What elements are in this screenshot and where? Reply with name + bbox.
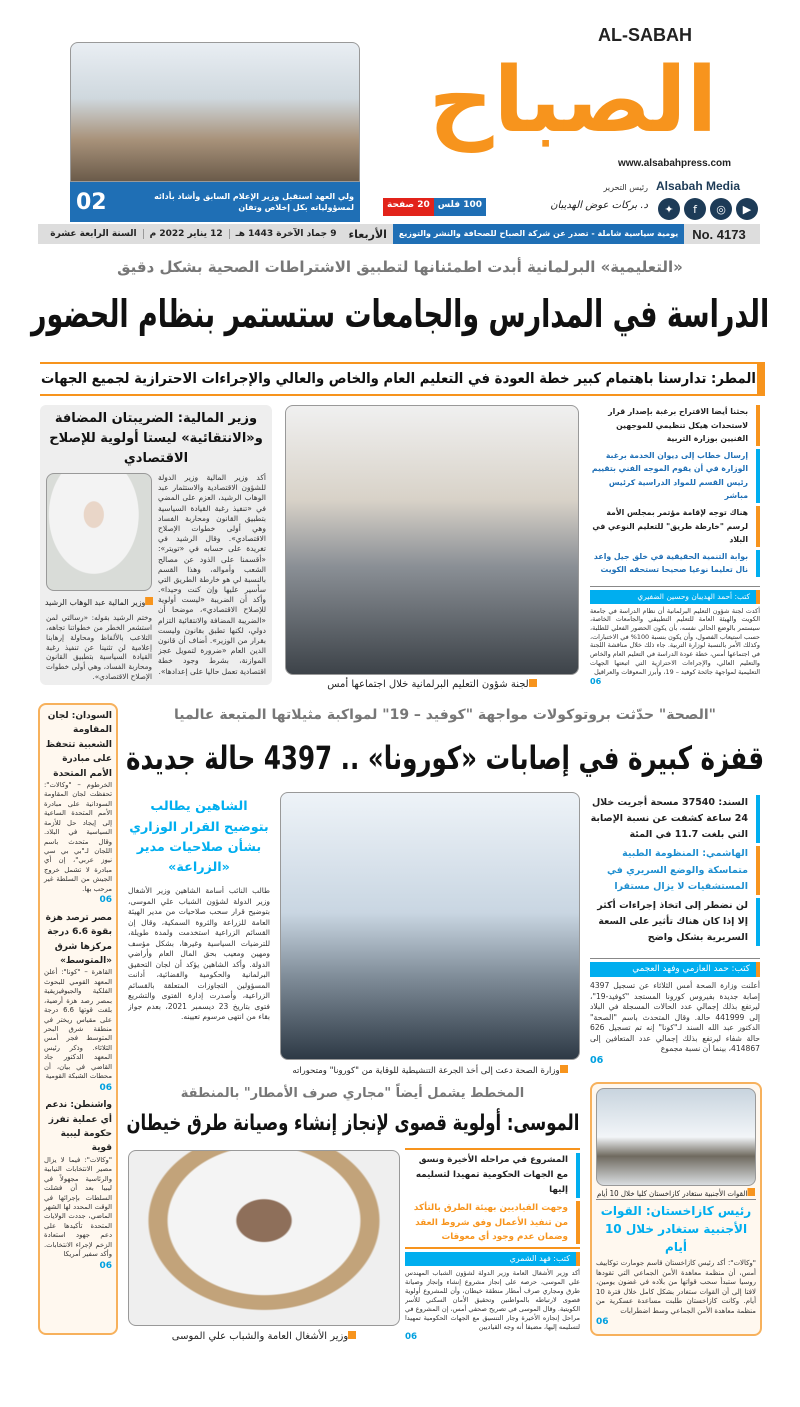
roads-body: أكد وزير الأشغال العامة وزير الدولة لشؤون الشباب المهندس علي الموسى، حرصه على إنجاز مشروع إنشاء وإنجاز وصيانة طرق ومجاري صرف أمطار منطقة خيطان، وأن للمشروع أولوية قصوى لارتباطه بالمواطنين وتحقيق الأمان السكني للأسر الكويتية. وقال الموسى في تصريح صحفي أمس، إن المشروع في مراحل إنجازه الأخيرة وجار التنسيق مع الجهات الحكومية تمهيدا لتسليمه إليها، مضيفا أنه وجه القياديين — [405, 1269, 580, 1332]
news-sidebar — [38, 703, 118, 1335]
sidebar-body: القاهرة – "كونا": أعلن المعهد القومي للبحوث الفلكية والجيوفيزيقية بمصر رصد هزة أرضية، بلغت قوتها 6.6 درجة على مقياس ريختر في منطقة شرق البحر المتوسط فجر أمس الثلاثاء. وذكر رئيس المعهد الدكتور جاد القاضي في بيان، أن محطات الشبكة القومية — [44, 968, 113, 1081]
roads-headline-wrap — [125, 1104, 580, 1144]
caption-text: وزير الأشغال العامة والشباب علي الموسى — [171, 1330, 349, 1342]
agri-body-box — [128, 886, 270, 1076]
caption-marker-icon — [348, 1331, 356, 1339]
finance-photo-caption-wrap — [44, 595, 154, 609]
corona-text-box — [590, 958, 760, 1076]
caption-marker-icon — [560, 1065, 568, 1073]
day: الأربعاء — [348, 227, 387, 241]
roads-headline[interactable]: الموسى: أولوية قصوى لإنجاز إنشاء وصيانة طرق خيطان — [126, 1111, 579, 1136]
logo-en: AL-SABAH — [598, 25, 692, 45]
hijri-date: 9 جماد الآخرة 1443 هـ — [229, 229, 343, 239]
logo-ar-wrap — [378, 50, 768, 152]
corona-bullets — [590, 795, 760, 955]
sidebar-page-link[interactable]: 06 — [99, 895, 112, 906]
editor-signature: د. بركات عوض الهديبان — [550, 200, 648, 211]
tagline: يومية سياسية شاملة - تصدر عن شركة الصباح للصحافة والنشر والتوزيع — [393, 224, 684, 244]
lead-bullet: هناك توجه لإقامة مؤتمر بمجلس الأمة لرسم "خارطة طريق" للتعليم النوعي في البلاد — [590, 506, 760, 547]
facebook-icon[interactable]: f — [684, 198, 706, 220]
corona-photo — [280, 792, 580, 1060]
kazakh-text-box — [596, 1202, 756, 1330]
caption-text: القوات الأجنبية ستغادر كازاخستان كليا خلال 10 أيام — [597, 1188, 748, 1198]
lead-kicker-wrap — [40, 256, 760, 278]
kazakh-page-link[interactable]: 06 — [596, 1316, 609, 1327]
kazakh-body: "وكالات": أكد رئيس كازاخستان قاسم جومارت توكاييف أمس، أن منظمة معاهدة الأمن الجماعي التي تقودها روسيا ستبدأ سحب قواتها من بلاده في غضون يومين، لافتا إلى أن القوات ستغادر بشكل كامل خلال فترة 10 أيام. وكانت كازاخستان طلبت مساعدة عسكرية من منظمة معاهدة الأمن الجماعي وسط اضطرابات — [596, 1259, 756, 1315]
lead-bullet: بحثنا أيضا الاقتراح برغبة بإصدار قرار لاستحداث هيكل تنظيمي للموجهين الفنيين بوزارة التربية — [590, 405, 760, 446]
lead-subhead-bar — [40, 362, 765, 396]
top-story-page: 02 — [76, 189, 107, 215]
corona-bullet: لن نضطر إلى اتخاذ إجراءات أكثر إلا إذا كان هناك تأثير على السعة السريرية بشكل واضح — [590, 898, 760, 946]
roads-bullet: المشروع في مراحله الأخيرة ونسق مع الجهات الحكومية تمهيدا لتسليمه إليها — [405, 1153, 580, 1198]
corona-kicker: "الصحة" حدّثت بروتوكولات مواجهة "كوفيد – 19" لمواكبة مثيلاتها المتبعة عالميا — [174, 707, 716, 723]
website[interactable]: www.alsabahpress.com — [618, 158, 732, 169]
corona-photo-caption-wrap — [280, 1063, 580, 1077]
roads-text-box — [405, 1247, 580, 1345]
corona-kicker-wrap — [125, 705, 765, 725]
year: السنة الرابعة عشرة — [50, 229, 137, 239]
kazakh-box — [590, 1082, 762, 1336]
finance-headline-box — [44, 409, 268, 469]
social-icons — [658, 198, 758, 220]
roads-byline: كتب: فهد الشمري — [405, 1252, 580, 1266]
agri-headline-box — [128, 795, 270, 881]
corona-headline-wrap — [125, 730, 765, 786]
kazakh-photo-caption — [597, 1188, 755, 1198]
finance-headline[interactable]: وزير المالية: الضريبتان المضافة و«الانتقائية» ليستا أولوية للإصلاح الاقتصادي — [49, 410, 263, 467]
sidebar-headline[interactable]: السودان: لجان المقاومة الشعبية تتحفظ على مبادرة الأمم المتحدة — [45, 711, 112, 779]
roads-photo-caption-wrap — [128, 1329, 400, 1343]
date-bar — [44, 224, 753, 244]
top-story-caption-bar[interactable] — [70, 182, 360, 222]
corona-headline[interactable]: قفزة كبيرة في إصابات «كورونا» .. 4397 حالة جديدة — [125, 739, 765, 777]
sidebar-body: الخرطوم – "وكالات": تحفظت لجان المقاومة السودانية على مبادرة الأمم المتحدة الساعية إلى إيجاد حل للأزمة السياسية في البلاد. وقال متحدث باسم اللجان لـ"بي بي سي نيوز عربي"، إن أي مبادرة لا تشمل خروج الجيش من السلطة غير مرحب بها. — [44, 780, 112, 893]
price: 100 فلس — [434, 198, 486, 216]
date: 12 يناير 2022 م — [143, 229, 229, 239]
page-count: 20 صفحة — [383, 198, 434, 216]
caption-marker-icon — [145, 597, 153, 605]
youtube-icon[interactable]: ▶ — [736, 198, 758, 220]
agri-body: طالب النائب أسامة الشاهين وزير الأشغال وزير الدولة لشؤون الشباب علي الموسى، بتوضيح قرار سحب صلاحيات من مدير الهيئة العامة للزراعة والثروة السمكية، وقال إن القسائم الزراعية استخدمت ولمدة طويلة، للترضيات السياسية وغيرها، بشكل مؤسف ومهين ومعيب بحق المال العام وأراضي الدولة. وأكد الشاهين يؤكد أن لجان التحقيق البرلمانية والحكومية والقضائية، أدانت المسؤولين التجاوزات المتعلقة بالقسائم الزراعية، وأصدرت إدارة الفتوى والتشريع فتوى بتاريخ 23 ديسمبر 2021، بعدم جواز بقاء من انتهى مرسوم تعيينه. — [128, 886, 270, 1021]
roads-photo-caption — [172, 1331, 356, 1342]
lead-text-box — [590, 586, 760, 692]
lead-bullet: إرسال خطاب إلى ديوان الخدمة برغبة الوزارة في أن يقوم الموجه الفني بتقييم رئيس القسم للمواد الدراسية كرئيس مباشر — [590, 449, 760, 503]
kazakh-headline[interactable]: رئيس كازاخستان: القوات الأجنبية ستغادر خلال 10 أيام — [600, 1204, 752, 1254]
editor-block — [520, 182, 648, 212]
corona-bullet: الهاشمي: المنظومة الطبية متماسكة والوضع السريري في المستشفيات لا يزال مستقرا — [590, 846, 760, 894]
top-story-caption: ولي العهد استقبل وزير الإعلام السابق وأشاد بأدائه لمسؤولياته بكل إخلاص وتفان — [154, 192, 354, 212]
top-story-photo — [70, 42, 360, 182]
corona-bullet: السند: 37540 مسحة أجريت خلال 24 ساعة كشفت عن نسبة الإصابة التي بلغت 11.7 في المئة — [590, 795, 760, 843]
sidebar-page-link[interactable]: 06 — [99, 1260, 112, 1271]
corona-photo-caption — [292, 1065, 567, 1076]
sidebar-headline[interactable]: مصر ترصد هزة بقوة 6.6 درجة مركزها شرق «المتوسط» — [45, 912, 112, 966]
issue-number: No. 4173 — [692, 226, 746, 242]
roads-page-link[interactable]: 06 — [405, 1332, 418, 1343]
corona-body: أعلنت وزارة الصحة أمس الثلاثاء عن تسجيل 4397 إصابة جديدة بفيروس كورونا المستجد "كوفيد-19"، ليرتفع بذلك إجمالي عدد الحالات المسجلة في البلاد إلى 441999 حالة. وقال المتحدث باسم "الصحة" الدكتور عبد الله السند لـ"كونا" إنه تم تسجيل 626 حالة شفاء ليرتفع بذلك إجمالي عدد المتعافين إلى 414867، بينما أن نسبة مجموع — [590, 981, 760, 1054]
lead-photo — [285, 405, 579, 675]
kazakh-photo — [596, 1088, 756, 1186]
lead-body: أكدت لجنة شؤون التعليم البرلمانية أن نظام الدراسة في جامعة الكويت والهيئة العامة للتعليم التطبيقي والجامعات الخاصة، سيستمر بالوضع الحالي نفسه، بأن يكون الحضور الفعلي للطلبة، حسب استيعاب الفصول، وأن يكون بنسبة 100% في الاختبارات، وكذلك الأمر بالنسبة لوزارة التربية. جاء ذلك خلال مناقشة اللجنة في اجتماعها أمس، خطة عودة الدراسة في التعليم العام والخاص والتعليم العالي، والإجراءات الاحترازية التي اتبعتها الجهات التعليمية لمواجهة جائحة كوفيد – 19، وأبرز المعوقات والعراقيل — [590, 606, 760, 676]
roads-bullets — [405, 1148, 580, 1244]
sidebar-body: "وكالات": فيما لا يزال مصير الانتخابات النيابية والرئاسية مجهولاً في ليبيا بعد أن فشلت السلطات بإجرائها في الوقت المحدد لها الشهر الماضي، جددت الولايات المتحدة تأكيدها على دعم جهود استعادة الزخم لإجراء الانتخابات. وأكد سفير أمريكا — [44, 1155, 112, 1259]
instagram-icon[interactable]: ◎ — [710, 198, 732, 220]
twitter-icon[interactable]: ✦ — [658, 198, 680, 220]
lead-photo-caption — [327, 679, 536, 690]
finance-minister-photo — [46, 473, 152, 591]
logo-ar[interactable]: الصباح — [428, 48, 718, 153]
finance-body-2-box — [46, 613, 152, 681]
lead-headline[interactable]: الدراسة في المدارس والجامعات ستستمر بنظام الحضور — [30, 292, 770, 336]
kazakh-photo-caption-wrap — [596, 1186, 756, 1200]
lead-subhead: المطر: تدارسنا باهتمام كبير خطة العودة في التعليم العام والخاص والعالي والإجراءات الاحترازية لجميع الجهات — [41, 371, 756, 387]
price-box — [383, 198, 486, 216]
caption-text: وزير المالية عبد الوهاب الرشيد — [44, 598, 146, 607]
date-bar-wrap — [38, 224, 760, 244]
corona-page-link[interactable]: 06 — [590, 1054, 604, 1066]
lead-headline-wrap — [30, 284, 770, 344]
lead-page-link[interactable]: 06 — [590, 676, 602, 687]
finance-box — [40, 405, 272, 685]
corona-byline: كتب: حمد العازمي وفهد العجمي — [590, 962, 760, 977]
roads-kicker-wrap — [125, 1084, 580, 1102]
lead-byline: كتب: أحمد الهديبان وحسين الضفيري — [590, 590, 760, 604]
caption-marker-icon — [529, 679, 537, 687]
finance-photo-caption — [45, 597, 153, 607]
sidebar-page-link[interactable]: 06 — [99, 1082, 112, 1093]
sidebar-headline[interactable]: واشنطن: ندعم أي عملية تفرز حكومة ليبية قوية — [45, 1100, 112, 1154]
roads-photo — [128, 1150, 400, 1326]
caption-marker-icon — [747, 1188, 755, 1196]
roads-bullet: وجهت القياديين بهيئة الطرق بالتأكد من تنفيذ الأعمال وفق شروط العقد وضمان عدم وجود أي معوقات — [405, 1201, 580, 1244]
media-label: Alsabah Media — [656, 179, 741, 193]
finance-body-1: أكد وزير المالية وزير الدولة للشؤون الاقتصادية والاستثمار عبد الوهاب الرشيد، العزم على المضي في «تنفيذ رغبة القيادة السياسية بتطبيق القانون ومحاربة الفساد وهي أولى خطوات الإصلاح الاقتصادي». وقال الرشيد في تغريدة على حسابه في «تويتر»: «أقسمنا على الذود عن مصالح الشعب وأمواله، وهذا القسم بالنسبة لي هو خارطة الطريق التي سأسير عليها وإن كنت وحيدا». وأكد أن الضريبة «ليست أولوية للإصلاح الاقتصادي»، موضحا أن «الضريبة المضافة والانتقائية التزام دولي، لكنها تطبق بقانون وليست بقرار من الوزير». أضاف أن قانون الدين العام «ضرورة لتمويل عجز الموازنة، بشرط وجود خطة اقتصادية تعمل حاليا على إعدادها». — [158, 473, 266, 676]
roads-kicker: المخطط يشمل أيضاً "مجاري صرف الأمطار" بالمنطقة — [180, 1085, 525, 1101]
finance-body-1-box — [158, 473, 266, 681]
editor-title: رئيس التحرير — [603, 183, 648, 192]
caption-text: لجنة شؤون التعليم البرلمانية خلال اجتماعها أمس — [327, 678, 529, 690]
agri-headline[interactable]: الشاهين يطالب بتوضيح القرار الوزاري بشأن صلاحيات مدير «الزراعة» — [129, 799, 269, 876]
finance-body-2: وختم الرشيد بقوله: «رسالتي لمن استشعر الخطر من خطواتنا تجاهه، التلاعب بالألفاظ ومحاولة إرهابنا إعلامية لن تثنينا عن تنفيذ رغبة القيادة السياسية بتطبيق القانون ومحاربة الفساد، وهي أولى خطوات الإصلاح الاقتصادي». — [46, 613, 152, 681]
lead-kicker: «التعليمية» البرلمانية أبدت اطمئنانها لتطبيق الاشتراطات الصحية بشكل دقيق — [117, 258, 683, 276]
lead-bullets — [590, 405, 760, 583]
lead-bullet: بوابة التنمية الحقيقية في خلق جيل واعد نال تعليما نوعيا صحيحا تستحقه الكويت — [590, 550, 760, 577]
caption-text: وزارة الصحة دعت إلى أخذ الجرعة التنشيطية للوقاية من "كورونا" ومتحوراته — [292, 1065, 560, 1076]
lead-photo-caption-wrap — [285, 677, 579, 691]
